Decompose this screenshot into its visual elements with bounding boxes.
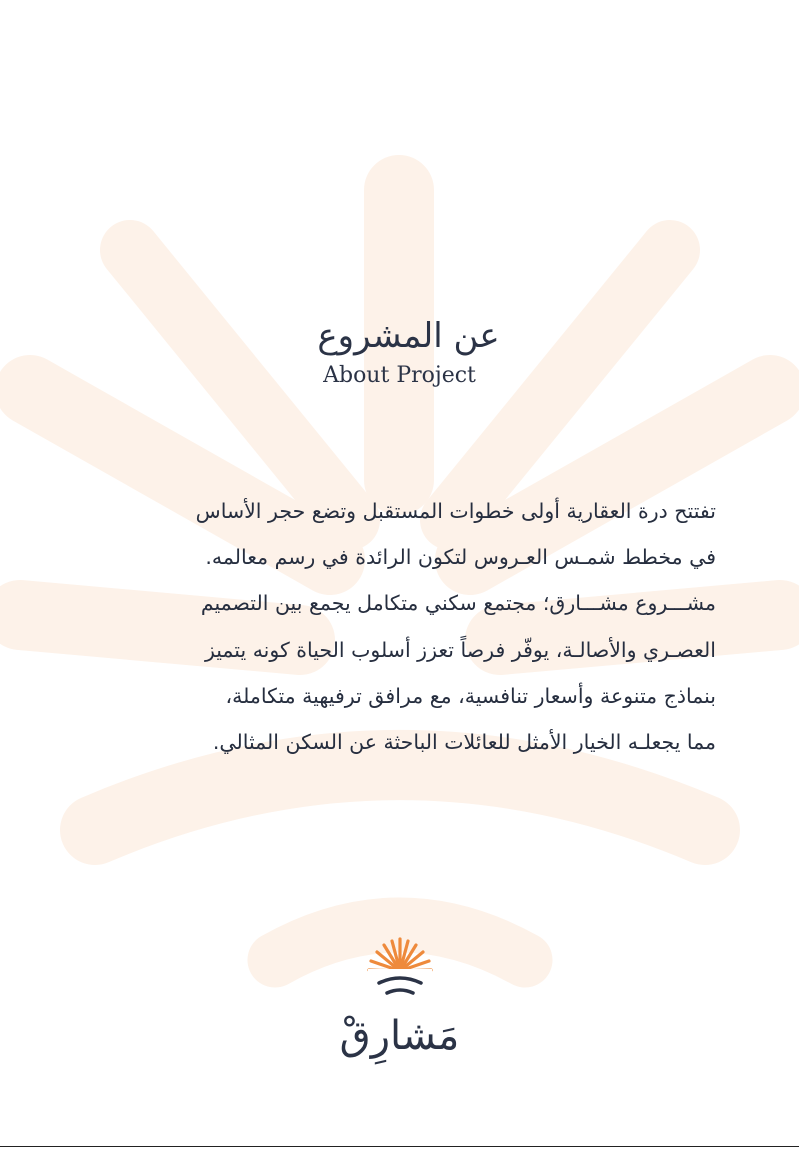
brand-name: مَشارِقْ: [339, 1013, 460, 1059]
section-heading: [0, 312, 799, 390]
title-arabic: عن المشروع: [317, 316, 500, 356]
paragraph-line: مشـــروع مشـــارق؛ مجتمع سكني متكامل يجمع بين التصميم: [200, 591, 716, 616]
arc-lower: [95, 765, 705, 830]
paragraph-line: في مخطط شمـس العـروس لتكون الرائدة في رسم معالمه.: [205, 545, 716, 570]
sunrise-icon: [365, 935, 435, 1005]
body-paragraph: [80, 488, 716, 765]
page-bottom-border: [0, 1146, 799, 1159]
paragraph-line: مما يجعلـه الخيار الأمثل للعائلات الباحثة عن السكن المثالي.: [212, 730, 716, 755]
paragraph-line: بنماذج متنوعة وأسعار تنافسية، مع مرافق ترفيهية متكاملة،: [225, 683, 716, 708]
paragraph-line: تفتتح درة العقارية أولى خطوات المستقبل وتضع حجر الأساس: [195, 499, 716, 523]
paragraph-line: العصـري والأصالـة، يوفّر فرصاً تعزز أسلوب الحياة كونه يتميز: [204, 637, 716, 662]
brand-logo: [0, 935, 799, 1063]
title-english: About Project: [323, 363, 476, 388]
